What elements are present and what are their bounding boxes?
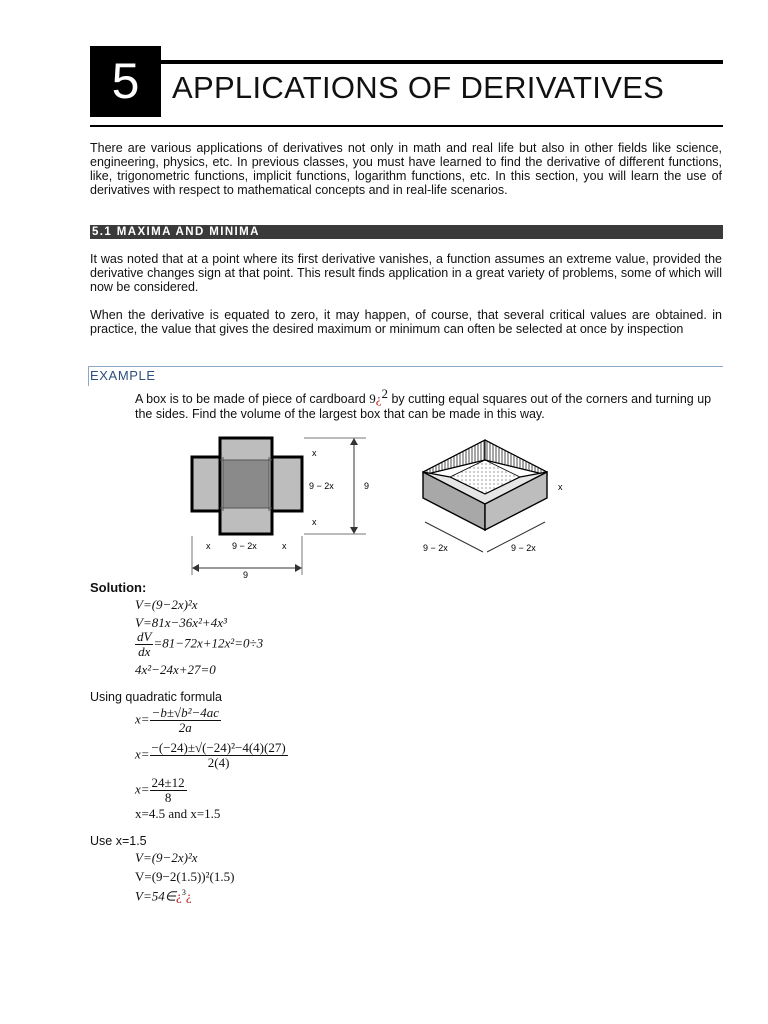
question-text-start: A box is to be made of piece of cardboard	[135, 392, 366, 407]
qf-denominator: 2a	[178, 720, 192, 735]
equation-volume: V=(9−2x)²x	[135, 597, 198, 612]
label-side-mid: 9 − 2x	[309, 481, 334, 491]
equation-substituted: x= $\frac{\text{−(−24)±√(−24)²−4(4)(27)}}{2(4)}$	[135, 740, 286, 770]
roots: x=4.5 and x=1.5	[135, 806, 221, 821]
box-figure	[180, 430, 570, 582]
volume-result	[135, 888, 192, 904]
simp-denominator: 8	[164, 790, 172, 805]
quadratic-formula-label: Using quadratic formula	[90, 690, 223, 704]
solution-label: Solution:	[90, 580, 147, 595]
equation-quadratic-formula: x= $\frac{\text{−b±√b²−4ac}}{2a}$	[135, 705, 220, 735]
volume-glyph-1: ¿	[176, 888, 182, 904]
use-label: Use x=1.5	[90, 834, 147, 848]
example-question	[135, 386, 723, 422]
derivative-rhs: =81−72x+12x²=0÷3	[153, 635, 264, 651]
label-bottom-total: 9	[243, 570, 249, 580]
chapter-number: 5	[90, 46, 161, 117]
volume-result-text: V=54∈	[135, 888, 177, 904]
section-title: 5.1 MAXIMA AND MINIMA	[92, 226, 260, 238]
sub-denominator: 2(4)	[207, 755, 230, 770]
paragraph-maxima: It was noted that at a point where its first derivative vanishes, a function assumes an extreme value, provided the derivative changes sign at that point. This result finds application in a great variety of problems, some of which will now be considered.	[90, 252, 722, 294]
example-divider	[88, 366, 723, 367]
header-rule-top	[161, 60, 723, 64]
simp-numerator: 24±12	[151, 775, 185, 790]
example-divider-left	[88, 366, 89, 386]
volume-formula: V=(9−2x)²x	[135, 850, 198, 865]
derivative-num: dV	[137, 629, 152, 644]
equation-derivative	[135, 630, 263, 659]
derivative-den: dx	[138, 644, 151, 659]
volume-substituted: V=(9−2(1.5))²(1.5)	[135, 869, 235, 884]
volume-glyph-2: ¿	[185, 888, 192, 904]
intro-paragraph: There are various applications of derivatives not only in math and real life but also in other fields like science, engineering, physics, etc. In previous classes, you must have learned to find the derivative of different functions, like, trigonometric functions, implicit functions, logarithm functions, etc. In this section, you will learn the use of derivatives with respect to mathematical concepts and in real-life scenarios.	[90, 141, 722, 197]
label-bottom-mid: 9 − 2x	[232, 541, 257, 551]
label-x-top: x	[312, 448, 317, 458]
label-base-left: 9 − 2x	[423, 543, 448, 553]
equation-simplified: x= $\frac{24\pm 12}{8}$	[135, 775, 185, 805]
question-exponent: 2	[381, 386, 388, 401]
label-bottom-x2: x	[282, 541, 287, 551]
paragraph-critical-values: When the derivative is equated to zero, it may happen, of course, that several critical values are obtained. in practice, the value that gives the desired maximum or minimum can often be selected at once by inspection	[90, 308, 722, 336]
label-side-total: 9	[364, 481, 370, 491]
equation-quadratic: 4x²−24x+27=0	[135, 662, 216, 677]
label-x-low: x	[312, 517, 317, 527]
net-base	[223, 460, 269, 508]
label-base-right: 9 − 2x	[511, 543, 536, 553]
question-number: 9	[369, 391, 376, 407]
example-label: EXAMPLE	[90, 368, 156, 383]
label-bottom-x1: x	[206, 541, 211, 551]
chapter-title: APPLICATIONS OF DERIVATIVES	[172, 70, 665, 105]
question-text-end: by cutting equal squares out of the corners and turning up the sides. Find the volume of the largest box that can be made in this way.	[135, 392, 712, 422]
volume-exponent: 3	[181, 888, 186, 897]
sub-numerator: −(−24)±√(−24)²−4(4)(27)	[151, 740, 286, 755]
qf-numerator: −b±√b²−4ac	[151, 705, 220, 720]
header-rule-bottom	[90, 125, 723, 127]
label-box-height: x	[558, 482, 563, 492]
equation-expanded: V=81x−36x²+4x³	[135, 615, 227, 630]
question-glyph: ¿	[375, 391, 382, 407]
